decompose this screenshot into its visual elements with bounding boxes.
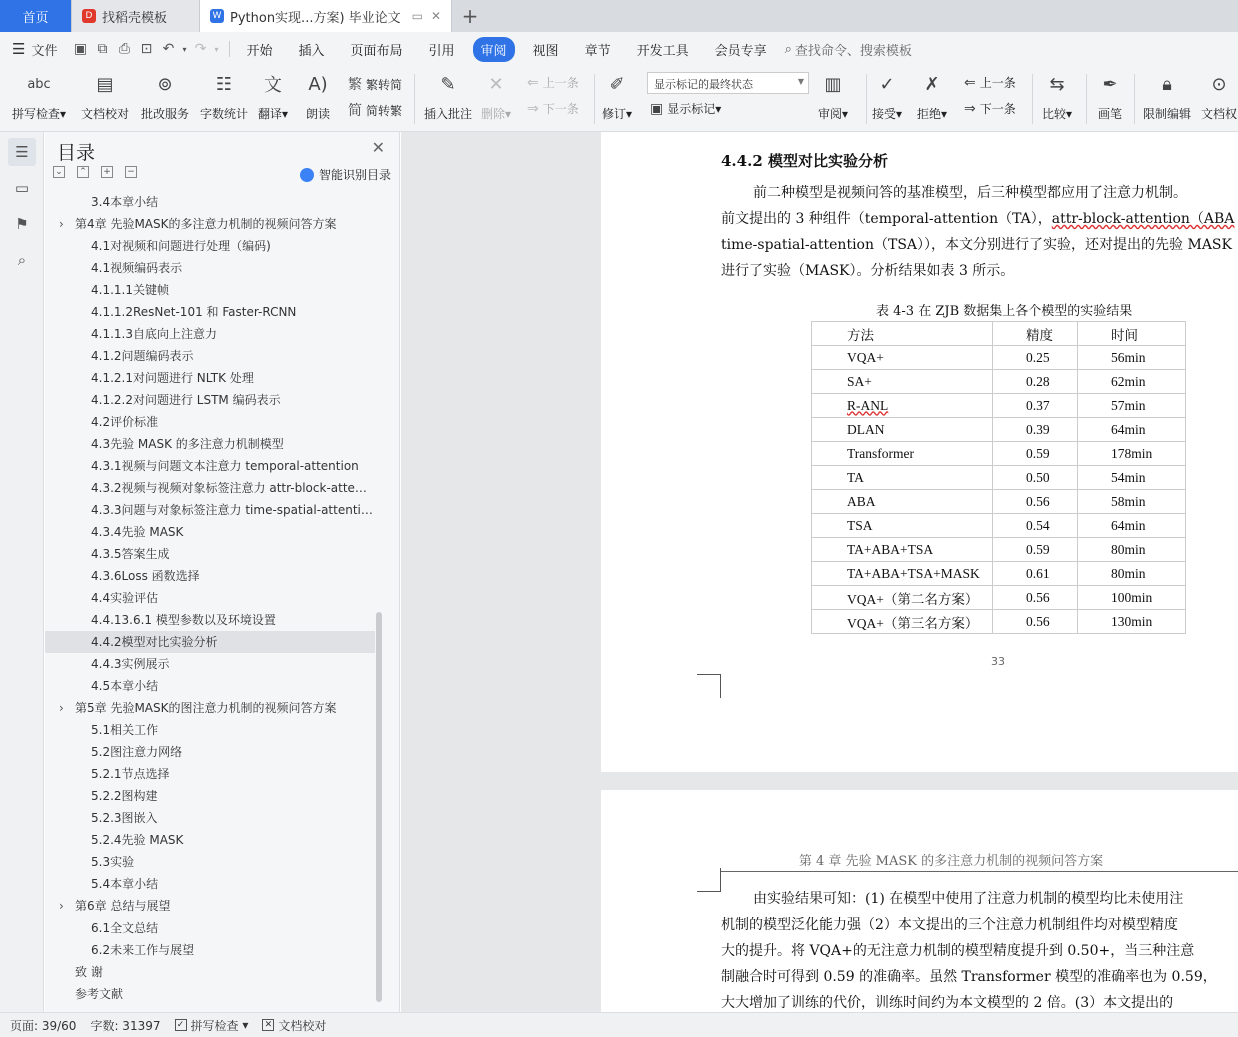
toc-item-label: 4.3.4先验 MASK (91, 525, 184, 539)
accuracy-cell: 0.56 (993, 490, 1078, 514)
toc-item[interactable] (45, 609, 375, 631)
page-indicator[interactable]: 页面: 39/60 (10, 1018, 77, 1033)
tab-bar (0, 0, 1238, 32)
read-aloud-label: 朗读 (305, 107, 330, 121)
paragraph-line: 由实验结果可知：(1) 在模型中使用了注意力机制的模型均比未使用注 (753, 891, 1184, 907)
doc-proof-label: 文档校对 (81, 107, 130, 121)
toc-item[interactable] (45, 741, 375, 763)
toc-item[interactable] (45, 213, 375, 235)
pen-label: 画笔 (1097, 107, 1122, 121)
toc-item-label: 致 谢 (75, 965, 103, 979)
toc-item-label: 4.3.5答案生成 (91, 547, 170, 561)
command-search[interactable] (785, 40, 912, 59)
toc-item[interactable] (45, 653, 375, 675)
accuracy-cell: 0.25 (993, 346, 1078, 370)
menu-developer[interactable]: 开发工具 (636, 43, 689, 59)
tab-close-icon[interactable]: ✕ (430, 9, 441, 23)
spell-check-status[interactable]: ✓ 拼写检查 ▾ (175, 1017, 249, 1034)
file-menu-label: 文件 (31, 43, 58, 59)
toc-item[interactable] (45, 411, 375, 433)
spell-check-icon: abc (27, 76, 51, 92)
document-area (401, 132, 1238, 1012)
word-count-label: 字数统计 (200, 107, 249, 121)
file-menu[interactable] (12, 40, 57, 59)
next-comment-button[interactable] (527, 100, 579, 117)
method-cell: ABA (812, 490, 993, 514)
toc-item-label: 4.4.3实例展示 (91, 657, 170, 671)
show-markup-icon: ▣ (650, 100, 664, 117)
toc-item[interactable] (45, 939, 375, 961)
prev-comment-label: 上一条 (542, 76, 579, 90)
menu-divider (229, 41, 230, 57)
chevron-right-icon[interactable]: › (59, 899, 64, 913)
paragraph-line: time-spatial-attention（TSA）），本文分别进行了实验，还对提出的先验 MASK (721, 237, 1232, 253)
toc-item-label: 4.5本章小结 (91, 679, 159, 693)
toc-item[interactable] (45, 873, 375, 895)
show-markup-button[interactable]: ▣ 显示标记 ▾ (650, 100, 722, 117)
tab-restore-icon[interactable]: ▭ (411, 9, 423, 23)
method-cell: VQA+（第二名方案） (812, 586, 993, 610)
prev-change-label: 上一条 (979, 76, 1016, 90)
toc-item-label: 5.1相关工作 (91, 723, 159, 737)
toc-item-label: 第6章 总结与展望 (75, 899, 171, 913)
time-cell: 80min (1078, 562, 1186, 586)
time-cell: 100min (1078, 586, 1186, 610)
toc-item-label: 4.1.1.3自底向上注意力 (91, 327, 217, 341)
simplified-icon: 简 (348, 103, 362, 119)
expand-all-icon[interactable]: ⌃ (77, 166, 89, 178)
writer-doc-icon: W (210, 9, 224, 23)
table-row (812, 370, 1186, 394)
find-icon[interactable]: ⌕ (17, 251, 27, 269)
toc-item[interactable] (45, 433, 375, 455)
close-icon[interactable]: ✕ (371, 138, 385, 157)
review-pane-icon: ▥ (824, 73, 842, 95)
translate-button[interactable]: 文 翻译▾ (258, 70, 288, 122)
ribbon-divider (1086, 74, 1087, 124)
toc-item-label: 5.2.2图构建 (91, 789, 158, 803)
toc-item[interactable] (45, 565, 375, 587)
paragraph-line (721, 206, 1238, 232)
toc-item[interactable] (45, 235, 375, 257)
paragraph (721, 180, 1238, 284)
toc-item[interactable] (45, 477, 375, 499)
paragraph-text: 前文提出的 3 种组件（temporal-attention（TA）， (721, 211, 1052, 227)
pen-button[interactable] (1096, 70, 1124, 122)
toc-list (45, 191, 375, 1005)
doc-rights-icon: ⊙ (1211, 73, 1227, 95)
ribbon-divider (1134, 74, 1135, 124)
traditional-icon: 繁 (348, 77, 362, 93)
toc-item-label: 4.4.2模型对比实验分析 (91, 635, 218, 649)
table-row (812, 346, 1186, 370)
next-comment-icon: ⇒ (527, 100, 539, 117)
accept-icon: ✓ (879, 73, 895, 95)
accuracy-cell: 0.28 (993, 370, 1078, 394)
menu-home[interactable]: 开始 (246, 43, 273, 59)
to-traditional-button[interactable] (348, 74, 402, 94)
toc-item-label: 4.1.2.2对问题进行 LSTM 编码表示 (91, 393, 281, 407)
bookmark-icon[interactable]: ⚑ (15, 215, 29, 233)
reject-icon: ✗ (924, 73, 940, 95)
delete-comment-label: 删除 (481, 107, 506, 121)
method-cell: DLAN (812, 418, 993, 442)
translate-icon: 文 (264, 75, 283, 96)
toc-item-label: 3.4本章小结 (91, 195, 159, 209)
toc-item-label: 4.4.13.6.1 模型参数以及环境设置 (91, 613, 276, 627)
crop-mark (697, 674, 721, 698)
table-row (812, 466, 1186, 490)
tab-home[interactable] (0, 0, 72, 32)
time-cell: 54min (1078, 466, 1186, 490)
menu-references[interactable]: 引用 (428, 43, 455, 59)
header-time: 时间 (1078, 322, 1186, 346)
accept-button[interactable]: ✓ 接受▾ (872, 70, 902, 122)
docer-logo-icon: D (82, 9, 96, 23)
document-page (601, 132, 1238, 772)
accuracy-cell: 0.37 (993, 394, 1078, 418)
paragraph (721, 886, 1238, 1012)
restrict-edit-button[interactable] (1143, 70, 1191, 122)
menu-bar (0, 32, 1238, 66)
redo-icon[interactable]: ↷ (194, 41, 207, 57)
review-button[interactable]: ▥ 审阅▾ (818, 70, 848, 122)
tab-document[interactable] (200, 0, 452, 32)
toc-item[interactable] (45, 455, 375, 477)
tab-templates[interactable] (72, 0, 200, 32)
method-cell: VQA+ (812, 346, 993, 370)
print-icon[interactable]: ⎙ (118, 41, 131, 57)
table-row (812, 538, 1186, 562)
batch-service-icon: ⊚ (157, 73, 173, 95)
toc-item[interactable] (45, 829, 375, 851)
markup-state-value: 显示标记的最终状态 (654, 78, 753, 91)
spell-check-status-label: 拼写检查 (190, 1018, 239, 1033)
table-caption: 表 4-3 在 ZJB 数据集上各个模型的实验结果 (876, 304, 1133, 319)
toc-item[interactable] (45, 763, 375, 785)
search-icon: ⌕ (784, 41, 792, 57)
toc-item-label: 参考文献 (75, 987, 124, 1001)
toc-scrollbar[interactable] (376, 612, 382, 1002)
toc-item-label: 第4章 先验MASK的多注意力机制的视频问答方案 (75, 217, 337, 231)
tab-document-label: Python实现...方案) 毕业论文 (230, 10, 401, 26)
crop-mark (697, 868, 721, 892)
review-label: 审阅 (818, 107, 843, 121)
toc-item[interactable] (45, 389, 375, 411)
toc-item-label: 4.3.6Loss 函数选择 (91, 569, 200, 583)
insert-comment-label: 插入批注 (424, 107, 473, 121)
reject-label: 拒绝 (917, 107, 942, 121)
save-icon[interactable]: ▣ (73, 41, 88, 57)
time-cell: 130min (1078, 610, 1186, 634)
revise-label: 修订 (602, 107, 627, 121)
accuracy-cell: 0.56 (993, 610, 1078, 634)
accept-label: 接受 (872, 107, 897, 121)
chevron-down-icon: ▼ (797, 77, 804, 86)
menu-review[interactable]: 审阅 (473, 37, 515, 62)
chevron-right-icon[interactable]: › (59, 217, 64, 231)
time-cell: 178min (1078, 442, 1186, 466)
add-heading-icon[interactable]: + (101, 166, 113, 178)
delete-comment-button[interactable]: ✕ 删除▾ (481, 70, 511, 122)
next-change-button[interactable] (964, 100, 1016, 117)
method-cell: TSA (812, 514, 993, 538)
toc-item-label: 4.1.1.2ResNet-101 和 Faster-RCNN (91, 305, 297, 319)
paragraph-line: 制融合时可得到 0.59 的准确率。虽然 Transformer 模型的准确率也为 0.59， (721, 969, 1217, 985)
time-cell: 56min (1078, 346, 1186, 370)
accuracy-cell: 0.59 (993, 442, 1078, 466)
tab-home-label: 首页 (22, 10, 49, 26)
word-count-icon: ☷ (215, 73, 233, 95)
accuracy-cell: 0.50 (993, 466, 1078, 490)
method-cell: TA+ABA+TSA+MASK (812, 562, 993, 586)
menu-page-layout[interactable]: 页面布局 (350, 43, 403, 59)
toc-item[interactable] (45, 851, 375, 873)
collapse-all-icon[interactable]: ⌄ (53, 166, 65, 178)
read-aloud-button[interactable] (304, 70, 332, 122)
batch-service-button[interactable] (141, 70, 189, 122)
toc-tools (53, 166, 149, 178)
doc-proof-status-label: 文档校对 (278, 1018, 327, 1033)
toc-item[interactable] (45, 301, 375, 323)
results-table (811, 321, 1186, 634)
accuracy-cell: 0.61 (993, 562, 1078, 586)
toc-item-label: 6.1全文总结 (91, 921, 159, 935)
spell-error-text: attr-block-attention（ABA (1051, 211, 1235, 227)
undo-icon[interactable]: ↶ (162, 41, 175, 57)
menu-view[interactable]: 视图 (532, 43, 559, 59)
restrict-edit-label: 限制编辑 (1143, 107, 1192, 121)
to-simplified-button[interactable] (348, 100, 402, 120)
show-markup-label: 显示标记 (667, 102, 716, 116)
toc-item-label: 4.1.1.1关键帧 (91, 283, 169, 297)
delete-comment-icon: ✕ (488, 73, 504, 95)
toc-item[interactable] (45, 499, 375, 521)
insert-comment-button[interactable] (424, 70, 472, 122)
doc-proof-button[interactable] (81, 70, 129, 122)
ribbon-divider (594, 74, 595, 124)
paragraph-line: 大的提升。将 VQA+的无注意力机制的模型精度提升到 0.50+，当三种注意 (721, 943, 1195, 959)
toc-title: 目录 (57, 142, 96, 164)
reject-button[interactable]: ✗ 拒绝▾ (917, 70, 947, 122)
doc-rights-label: 文档权 (1201, 107, 1238, 121)
markup-state-select[interactable] (647, 72, 809, 94)
toc-item-label: 6.2未来工作与展望 (91, 943, 195, 957)
menu-member[interactable]: 会员专享 (714, 43, 767, 59)
paragraph-line: 机制的模型泛化能力强（2）本文提出的三个注意力机制组件均对模型精度 (721, 917, 1178, 933)
toc-item[interactable] (45, 587, 375, 609)
table-row (812, 418, 1186, 442)
time-cell: 80min (1078, 538, 1186, 562)
time-cell: 64min (1078, 514, 1186, 538)
toc-item[interactable] (45, 895, 375, 917)
header-accuracy: 精度 (993, 322, 1078, 346)
ribbon-divider (414, 74, 415, 124)
ribbon-divider (1032, 74, 1033, 124)
toc-item[interactable] (45, 345, 375, 367)
toc-item[interactable] (45, 543, 375, 565)
translate-label: 翻译 (258, 107, 283, 121)
toc-panel (45, 132, 400, 1012)
table-row (812, 514, 1186, 538)
menu-insert[interactable]: 插入 (298, 43, 325, 59)
lock-icon: 🔒︎ (1162, 73, 1172, 95)
toc-item[interactable] (45, 367, 375, 389)
prev-comment-icon: ⇐ (527, 74, 539, 91)
revise-icon: ✐ (609, 73, 625, 95)
accuracy-cell: 0.59 (993, 538, 1078, 562)
toc-item[interactable] (45, 323, 375, 345)
hamburger-icon: ☰ (12, 40, 26, 58)
status-bar (0, 1012, 1238, 1037)
toc-item-label: 5.3实验 (91, 855, 135, 869)
to-simplified-label: 简转繁 (366, 103, 403, 118)
table-row (812, 562, 1186, 586)
toc-item-label: 5.2.1节点选择 (91, 767, 170, 781)
toc-item[interactable] (45, 191, 375, 213)
doc-proof-status[interactable] (262, 1017, 326, 1034)
accuracy-cell: 0.56 (993, 586, 1078, 610)
toc-item-label: 5.4本章小结 (91, 877, 159, 891)
method-cell: TA (812, 466, 993, 490)
revise-button[interactable]: ✐ 修订▾ (602, 70, 632, 122)
toc-item-label: 5.2.4先验 MASK (91, 833, 184, 847)
read-aloud-icon: A) (308, 73, 328, 95)
doc-rights-button[interactable] (1201, 70, 1237, 122)
toc-item-label: 4.1.2问题编码表示 (91, 349, 194, 363)
toc-item-label: 4.3.2视频与视频对象标签注意力 attr-block-atte… (91, 481, 367, 495)
page-number: 33 (991, 655, 1005, 668)
accuracy-cell: 0.54 (993, 514, 1078, 538)
remove-heading-icon[interactable]: − (125, 166, 137, 178)
compare-button[interactable]: ⇆ 比较▾ (1042, 70, 1072, 122)
prev-change-button[interactable] (964, 74, 1016, 91)
smart-toc-label: 智能识别目录 (318, 168, 391, 182)
toc-item-label: 4.3.1视频与问题文本注意力 temporal-attention (91, 459, 359, 473)
toc-item-label: 4.4实验评估 (91, 591, 159, 605)
method-cell: R-ANL (812, 394, 993, 418)
new-tab-button[interactable]: + (461, 4, 479, 28)
toc-item[interactable] (45, 961, 375, 983)
toc-item[interactable] (45, 807, 375, 829)
compare-icon: ⇆ (1049, 73, 1065, 95)
to-traditional-label: 繁转简 (366, 77, 403, 92)
batch-service-label: 批改服务 (141, 107, 190, 121)
prev-change-icon: ⇐ (964, 74, 976, 91)
time-cell: 58min (1078, 490, 1186, 514)
prev-comment-button[interactable] (527, 74, 579, 91)
navigation-strip (0, 132, 44, 1012)
table-row (812, 586, 1186, 610)
pen-icon: ✒ (1102, 73, 1118, 95)
toc-item-label: 4.1.2.1对问题进行 NLTK 处理 (91, 371, 254, 385)
toc-item[interactable] (45, 917, 375, 939)
time-cell: 64min (1078, 418, 1186, 442)
next-change-label: 下一条 (979, 102, 1016, 116)
toc-panel-icon[interactable]: ☰ (8, 138, 36, 166)
document-page (601, 790, 1238, 1012)
redo-dropdown-icon[interactable]: ▾ (214, 44, 219, 54)
next-comment-label: 下一条 (542, 102, 579, 116)
time-cell: 57min (1078, 394, 1186, 418)
word-count-button[interactable] (200, 70, 248, 122)
insert-comment-icon: ✎ (440, 73, 456, 95)
toc-item[interactable] (45, 675, 375, 697)
toc-item-label: 4.3.3问题与对象标签注意力 time-spatial-attenti… (91, 503, 373, 517)
chapter-nav-icon[interactable]: ▭ (14, 179, 30, 197)
word-count-indicator[interactable]: 字数: 31397 (90, 1018, 161, 1033)
toc-item-label: 4.2评价标准 (91, 415, 159, 429)
toc-item[interactable] (45, 257, 375, 279)
table-row (812, 490, 1186, 514)
command-search-placeholder: 查找命令、搜索模板 (794, 43, 912, 59)
table-row (812, 442, 1186, 466)
spell-check-button[interactable]: abc 拼写检查▾ (12, 70, 66, 122)
method-cell: VQA+（第三名方案） (812, 610, 993, 634)
table-row (812, 394, 1186, 418)
accuracy-cell: 0.39 (993, 418, 1078, 442)
review-ribbon (0, 66, 1238, 132)
paragraph-line: 前二种模型是视频问答的基准模型，后三种模型都应用了注意力机制。 (753, 185, 1187, 201)
toc-item[interactable] (45, 279, 375, 301)
paragraph-line: 进行了实验（MASK）。分析结果如表 3 所示。 (721, 263, 1015, 279)
method-cell: Transformer (812, 442, 993, 466)
running-header: 第 4 章 先验 MASK 的多注意力机制的视频问答方案 (721, 850, 1238, 872)
toc-item[interactable] (45, 983, 375, 1005)
undo-dropdown-icon[interactable]: ▾ (182, 44, 187, 54)
toc-item-label: 4.3先验 MASK 的多注意力机制模型 (91, 437, 284, 451)
compare-label: 比较 (1042, 107, 1067, 121)
paragraph-line: 大大增加了训练的代价，训练时间约为本文模型的 2 倍。(3）本文提出的 (721, 995, 1174, 1011)
spell-check-label: 拼写检查 (12, 107, 61, 121)
tab-templates-label: 找稻壳模板 (102, 10, 168, 26)
header-method: 方法 (812, 322, 993, 346)
method-cell: SA+ (812, 370, 993, 394)
toc-item[interactable] (45, 521, 375, 543)
toc-item-label: 4.1对视频和问题进行处理（编码) (91, 239, 271, 253)
smart-toc-button[interactable] (300, 166, 391, 183)
toc-item-label: 第5章 先验MASK的图注意力机制的视频问答方案 (75, 701, 337, 715)
proof-icon: ✕ (262, 1019, 274, 1031)
toc-item[interactable] (45, 785, 375, 807)
table-header-row (812, 322, 1186, 346)
section-heading: 4.4.2 模型对比实验分析 (721, 152, 888, 170)
doc-proof-icon: ▤ (96, 73, 114, 95)
toc-item-label: 5.2.3图嵌入 (91, 811, 158, 825)
time-cell: 62min (1078, 370, 1186, 394)
ribbon-divider (866, 74, 867, 124)
chevron-right-icon[interactable]: › (59, 701, 64, 715)
export-pdf-icon[interactable]: ⧉ (97, 41, 108, 57)
checkbox-icon: ✓ (175, 1019, 187, 1031)
toc-item[interactable] (45, 631, 375, 653)
menu-chapter[interactable]: 章节 (584, 43, 611, 59)
table-row (812, 610, 1186, 634)
next-change-icon: ⇒ (964, 100, 976, 117)
toc-item-label: 4.1视频编码表示 (91, 261, 183, 275)
print-preview-icon[interactable]: ⊡ (140, 41, 153, 57)
toc-item[interactable] (45, 697, 375, 719)
toc-item-label: 5.2图注意力网络 (91, 745, 183, 759)
smart-toc-icon (300, 168, 314, 182)
toc-item[interactable] (45, 719, 375, 741)
method-cell: TA+ABA+TSA (812, 538, 993, 562)
